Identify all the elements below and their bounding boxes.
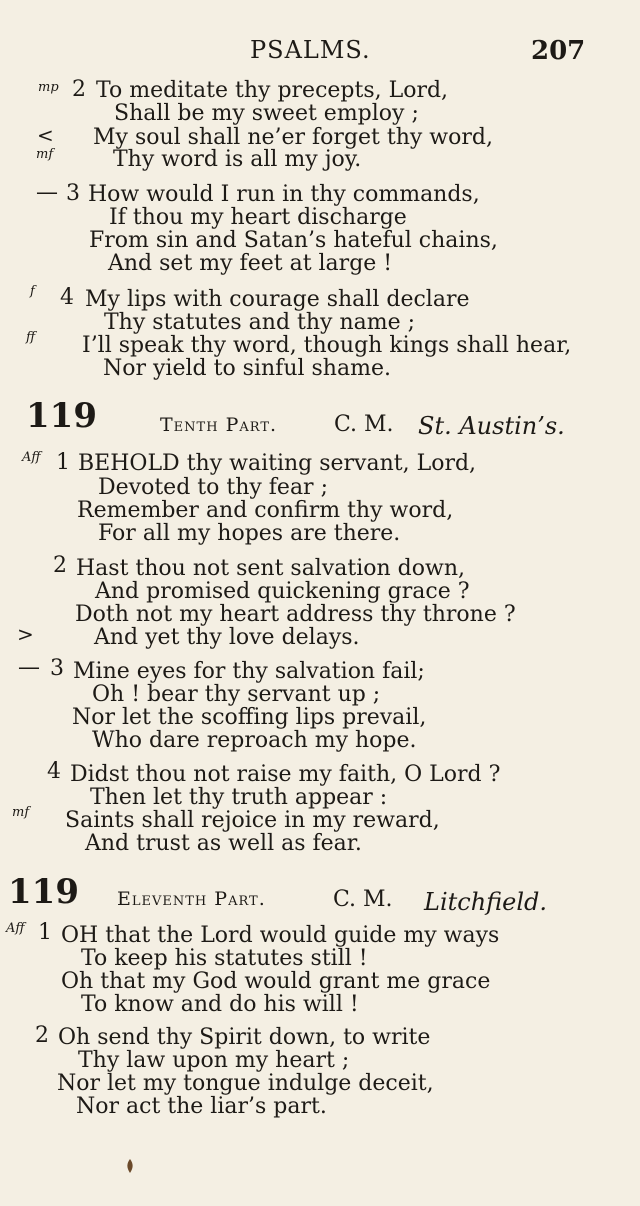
verse-line: Remember and confirm thy word, (77, 498, 454, 523)
verse-line: BEHOLD thy waiting servant, Lord, (78, 451, 477, 476)
running-title: PSALMS. (250, 36, 371, 64)
dynamic-mark: Aff (22, 450, 41, 465)
verse-line: Saints shall rejoice in my reward, (65, 808, 440, 833)
verse-line: From sin and Satan’s hateful chains, (89, 228, 498, 253)
verse-line: Then let thy truth appear : (90, 785, 388, 810)
verse-line: To know and do his will ! (81, 992, 359, 1017)
verse-number: 1 (38, 920, 52, 945)
verse-line: And yet thy love delays. (94, 625, 360, 650)
verse-line: Mine eyes for thy salvation fail; (73, 659, 425, 684)
part-title: Tenth Part. (160, 414, 278, 436)
verse-line: Shall be my sweet employ ; (114, 101, 419, 126)
verse-line: Didst thou not raise my faith, O Lord ? (70, 762, 501, 787)
hymn-heading (0, 872, 640, 916)
verse-line: Thy statutes and thy name ; (104, 310, 416, 335)
verse-line: Doth not my heart address thy throne ? (75, 602, 516, 627)
meter: C. M. (334, 412, 394, 437)
printer-ornament-icon (125, 1158, 135, 1174)
verse-line: Nor act the liar’s part. (76, 1094, 327, 1119)
dynamic-mark: > (17, 622, 34, 646)
verse-line: Thy word is all my joy. (113, 147, 362, 172)
dynamic-mark: ff (26, 330, 36, 345)
verse-line: To meditate thy precepts, Lord, (96, 78, 449, 103)
verse-line: And set my feet at large ! (108, 251, 393, 276)
verse-line: Oh send thy Spirit down, to write (58, 1025, 431, 1050)
verse-number: 4 (60, 285, 74, 310)
dynamic-mark: mp (38, 80, 59, 95)
verse-line: And promised quickening grace ? (95, 579, 470, 604)
dynamic-mark: mf (36, 147, 54, 162)
verse-line: Nor let my tongue indulge deceit, (57, 1071, 434, 1096)
verse-line: My lips with courage shall declare (85, 287, 470, 312)
verse-number: 2 (72, 77, 86, 102)
verse-line: Hast thou not sent salvation down, (76, 556, 465, 581)
hymn-heading (0, 396, 640, 440)
verse-line: My soul shall ne’er forget thy word, (93, 125, 493, 150)
verse-line: To keep his statutes still ! (81, 946, 368, 971)
tune-name: St. Austin’s. (418, 412, 565, 440)
verse-line: OH that the Lord would guide my ways (61, 923, 500, 948)
tune-name: Litchfield. (424, 888, 548, 916)
verse-number: 3 (66, 181, 80, 206)
verse-number: 2 (35, 1023, 49, 1048)
verse-number: 3 (50, 656, 64, 681)
dynamic-mark: < (37, 123, 54, 147)
meter: C. M. (333, 887, 393, 912)
verse-line: Nor let the scoffing lips prevail, (72, 705, 427, 730)
verse-number: 4 (47, 759, 61, 784)
hymn-number: 119 (8, 872, 79, 912)
verse-number: 2 (53, 553, 67, 578)
verse-line: For all my hopes are there. (98, 521, 401, 546)
verse-line: If thou my heart discharge (109, 205, 407, 230)
verse-line: And trust as well as fear. (85, 831, 362, 856)
hymn-number: 119 (26, 396, 97, 436)
verse-line: I’ll speak thy word, though kings shall hear, (82, 333, 572, 358)
verse-line: Devoted to thy fear ; (98, 475, 328, 500)
verse-number: 1 (56, 450, 70, 475)
dynamic-mark: — (18, 655, 40, 680)
verse-line: How would I run in thy commands, (88, 182, 480, 207)
part-title: Eleventh Part. (117, 888, 266, 910)
verse-line: Oh that my God would grant me grace (61, 969, 491, 994)
running-head (0, 36, 640, 70)
dynamic-mark: f (30, 284, 35, 299)
page-number: 207 (531, 36, 586, 66)
verse-line: Who dare reproach my hope. (92, 728, 417, 753)
verse-line: Oh ! bear thy servant up ; (92, 682, 381, 707)
dynamic-mark: Aff (6, 921, 25, 936)
verse-line: Nor yield to sinful shame. (103, 356, 391, 381)
verse-line: Thy law upon my heart ; (78, 1048, 350, 1073)
dynamic-mark: — (36, 180, 58, 205)
dynamic-mark: mf (12, 805, 30, 820)
